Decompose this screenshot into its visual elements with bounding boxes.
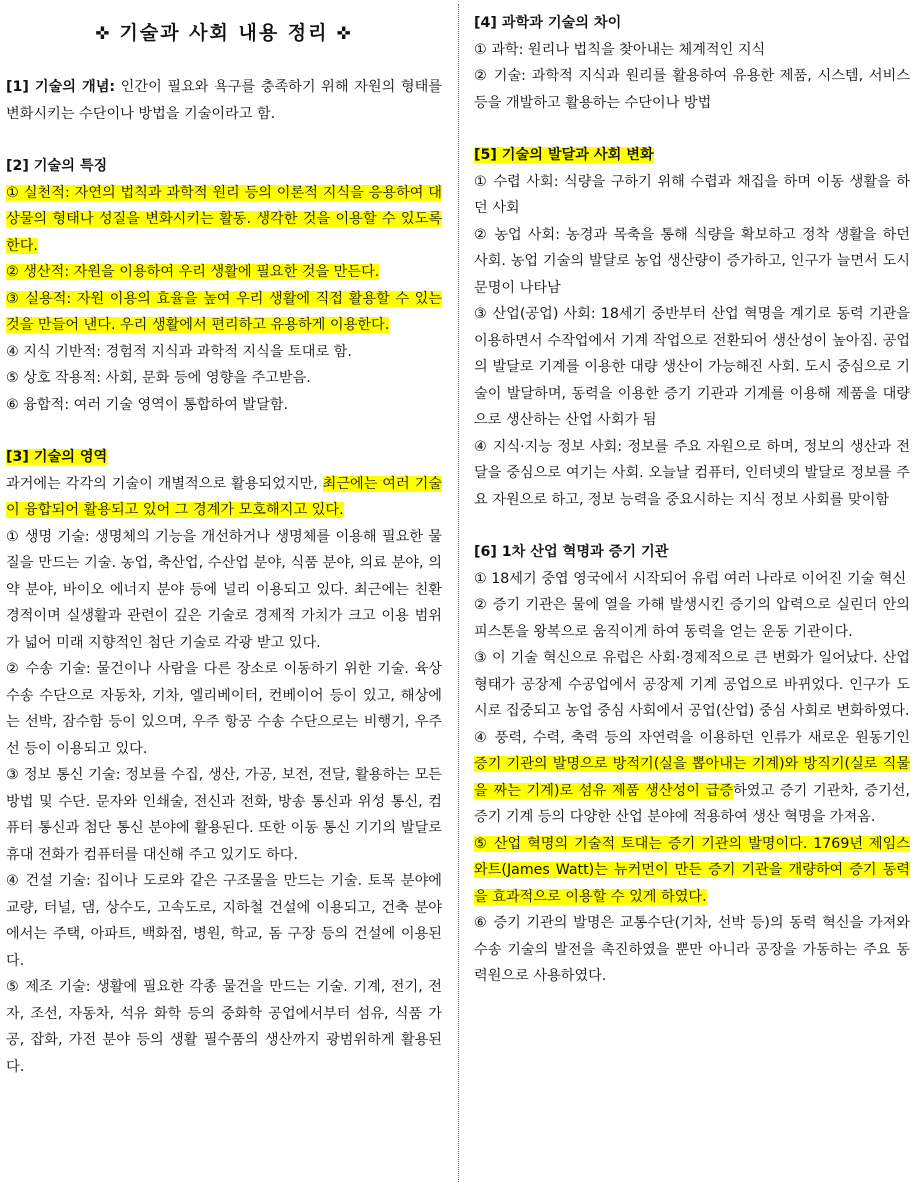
list-item: ④ 건설 기술: 집이나 도로와 같은 구조물을 만드는 기술. 토목 분야에 교량, 터널, 댐, 상수도, 고속도로, 지하철 건설에 이용되고, 건축 분야에서는 주택, 아파트, 백화점, 병원, 학교, 돔 구장 등의 건설에 이용된다. (6, 873, 442, 969)
highlighted-text: ③ 실용적: 자원 이용의 효율을 높여 우리 생활에 직접 활용할 수 있는 것을 만들어 낸다. 우리 생활에서 편리하고 유용하게 이용한다. (6, 290, 442, 333)
list-item: ③ 정보 통신 기술: 정보를 수집, 생산, 가공, 보전, 전달, 활용하는 모든 방법 및 수단. 문자와 인쇄술, 전신과 전화, 방송 통신과 위성 통신, 컴퓨터 통신과 첨단 통신 분야에 활용된다. 또한 이동 통신 기기의 발달로 휴대 전화가 컴퓨터를 대신해 주고 있기도 하다. (6, 767, 442, 863)
section-heading: [5] 기술의 발달과 사회 변화 (474, 147, 654, 163)
page-title (6, 18, 442, 48)
cross-mark-icon: ✜ (336, 24, 353, 44)
list-item: ③ 산업(공업) 사회: 18세기 중반부터 산업 혁명을 계기로 동력 기관을 이용하면서 수작업에서 기계 작업으로 전환되어 생산성이 높아짐. 공업의 발달로 기계를 이용한 대량 생산이 가능해진 사회. 도시 중심으로 기술이 발달하며, 동력을 이용한 증기 기관과 기계를 이용해 제품을 대량으로 생산하는 산업 사회가 됨 (474, 306, 910, 428)
list-item: ① 수렵 사회: 식량을 구하기 위해 수렵과 채집을 하며 이동 생활을 하던 사회 (474, 173, 910, 216)
concept-text: 인간이 필요와 욕구를 충족하기 위해 자원의 형태를 변화시키는 수단이나 방법을 기술이라고 함. (6, 79, 442, 122)
section-heading: [4] 과학과 기술의 차이 (474, 15, 622, 31)
list-item: ⑤ 제조 기술: 생활에 필요한 각종 물건을 만드는 기술. 기계, 전기, 전자, 조선, 자동차, 석유 화학 등의 중화학 공업에서부터 섬유, 식품 가공, 잡화, 가전 분야 등의 생활 필수품의 생산까지 광범위하게 활용된다. (6, 979, 442, 1075)
list-item: ① 18세기 중엽 영국에서 시작되어 유럽 여러 나라로 이어진 기술 혁신 (474, 570, 907, 587)
section-industrial-revolution (474, 539, 910, 990)
list-item: ② 농업 사회: 농경과 목축을 통해 식량을 확보하고 정착 생활을 하던 사회. 농업 기술의 발달로 농업 생산량이 증가하고, 인구가 늘면서 도시 문명이 나타남 (474, 226, 910, 296)
section-science-vs-technology (474, 10, 910, 116)
list-item (6, 286, 442, 339)
list-item (6, 259, 442, 286)
highlighted-text: ② 생산적: 자원을 이용하여 우리 생활에 필요한 것을 만든다. (6, 264, 380, 280)
list-item: ① 과학: 원리나 법칙을 찾아내는 체계적인 지식 (474, 41, 766, 58)
concept-paragraph (6, 74, 442, 127)
domains-intro: 과거에는 각각의 기술이 개별적으로 활용되었지만, 최근에는 여러 기술이 융합되어 활용되고 있어 그 경계가 모호해지고 있다. (6, 475, 442, 518)
section-heading: [1] 기술의 개념: (6, 79, 116, 95)
section-domains (6, 444, 442, 1080)
column-divider (458, 4, 459, 1182)
left-column (6, 0, 442, 1080)
list-item: ⑥ 융합적: 여러 기술 영역이 통합하여 발달함. (6, 396, 289, 413)
list-item: ④ 지식 기반적: 경험적 지식과 과학적 지식을 토대로 함. (6, 343, 352, 360)
list-item: ② 기술: 과학적 지식과 원리를 활용하여 유용한 제품, 시스템, 서비스 등을 개발하고 활용하는 수단이나 방법 (474, 68, 910, 111)
section-tech-and-society (474, 142, 910, 513)
list-item: ⑥ 증기 기관의 발명은 교통수단(기차, 선박 등)의 동력 혁신을 가져와 수송 기술의 발전을 촉진하였을 뿐만 아니라 공장을 가동하는 주요 동력원으로 사용하였다. (474, 915, 910, 984)
list-item: ② 수송 기술: 물건이나 사람을 다른 장소로 이동하기 위한 기술. 육상 수송 수단으로 자동차, 기차, 엘리베이터, 컨베이어 등이 있고, 해상에는 선박, 잠수함 등이 있으며, 우주 항공 수송 수단으로는 비행기, 우주선 등이 이용되고 있다. (6, 661, 442, 757)
section-heading: [2] 기술의 특징 (6, 158, 108, 174)
highlighted-text: 최근에는 여러 기술이 융합되어 활용되고 있어 그 경계가 모호해지고 있다. (6, 475, 442, 518)
list-item: ② 증기 기관은 물에 열을 가해 발생시킨 증기의 압력으로 실린더 안의 피스톤을 왕복으로 움직이게 하여 동력을 얻는 운동 기관이다. (474, 597, 910, 640)
list-item: ① 생명 기술: 생명체의 기능을 개선하거나 생명체를 이용해 필요한 물질을 만드는 기술. 농업, 축산업, 수산업 분야, 식품 분야, 의료 분야, 의약 분야, 바이오 에너지 분야 등에 널리 이용되고 있다. 최근에는 친환경적이며 실생활과 관련이 깊은 기술로 경제적 가치가 크고 이용 범위가 넓어 미래 지향적인 첨단 기술로 각광 받고 있다. (6, 528, 442, 651)
highlighted-text: 증기 기관의 발명으로 방적기(실을 뽑아내는 기계)와 방직기(실로 직물을 짜는 기계)로 섬유 제품 생산성이 급증 (474, 756, 910, 799)
right-column (474, 0, 910, 990)
list-item: ③ 이 기술 혁신으로 유럽은 사회·경제적으로 큰 변화가 일어났다. 산업 형태가 공장제 수공업에서 공장제 기계 공업으로 바뀌었다. 인구가 도시로 집중되고 농업 중심 사회에서 공업(산업) 중심 사회로 변화하였다. (474, 650, 910, 719)
list-item: ④ 지식·지능 정보 사회: 정보를 주요 자원으로 하며, 정보의 생산과 전달을 중심으로 여기는 사회. 오늘날 컴퓨터, 인터넷의 발달로 정보를 주요 자원으로 하고, 정보 능력을 중요시하는 지식 정보 사회를 맞이함 (474, 438, 910, 508)
highlighted-text: ⑤ 산업 혁명의 기술적 토대는 증기 기관의 발명이다. 1769년 제임스 와트(James Watt)는 뉴커먼이 만든 증기 기관을 개량하여 증기 동력을 효과적으로 이용할 수 있게 하였다. (474, 835, 910, 905)
section-features (6, 153, 442, 418)
list-item: ④ 풍력, 수력, 축력 등의 자연력을 이용하던 인류가 새로운 원동기인 증기 기관의 발명으로 방적기(실을 뽑아내는 기계)와 방직기(실로 직물을 짜는 기계)로 섬유 제품 생산성이 급증하였고 증기 기관차, 증기선, 증기 기계 등의 다양한 산업 분야에 적용하여 생산 혁명을 가져옴. (474, 729, 910, 825)
section-concept (6, 74, 442, 127)
list-item: ⑤ 상호 작용적: 사회, 문화 등에 영향을 주고받음. (6, 370, 311, 386)
title-text: 기술과 사회 내용 정리 (119, 22, 329, 44)
highlighted-text: ① 실천적: 자연의 법칙과 과학적 원리 등의 이론적 지식을 응용하여 대상물의 형태나 성질을 변화시키는 활동. 생각한 것을 이용할 수 있도록 한다. (6, 184, 442, 254)
list-item (6, 180, 442, 260)
list-item (474, 831, 910, 911)
section-heading: [3] 기술의 영역 (6, 449, 108, 465)
section-heading: [6] 1차 산업 혁명과 증기 기관 (474, 544, 669, 560)
cross-mark-icon: ✜ (95, 24, 112, 44)
